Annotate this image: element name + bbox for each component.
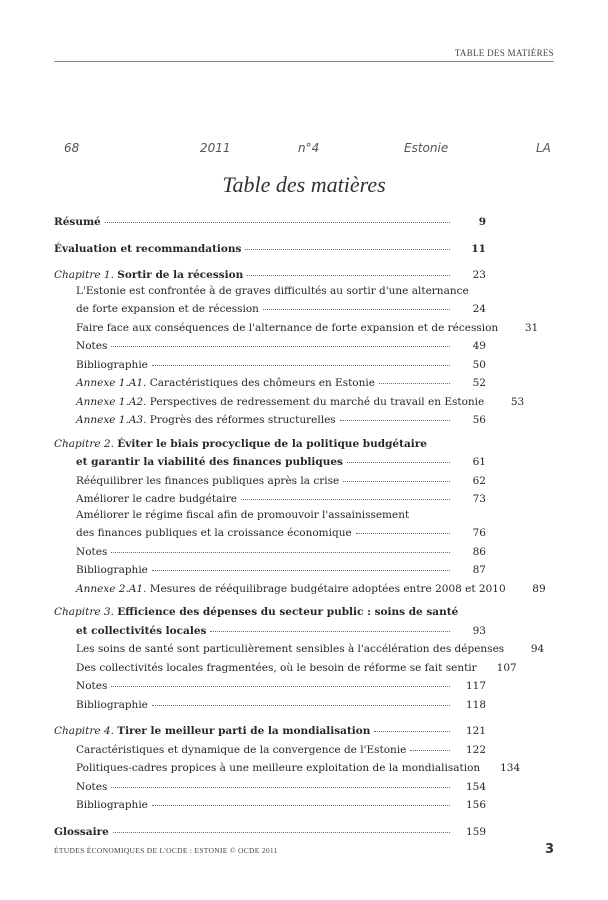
chapter-prefix: Chapitre 2. [54,437,114,450]
toc-page: 107 [496,661,517,674]
toc-entry-bibliography[interactable] [54,560,486,579]
toc-entry-continued: Améliorer le régime fiscal afin de promouvoir l'assainissement [76,508,410,521]
leader-dots [111,334,450,347]
toc-entry-continued: L'Estonie est confrontée à de graves difficultés au sortir d'une alternance [76,284,469,297]
toc-entry[interactable] [54,299,486,318]
toc-label: Bibliographie [76,799,148,811]
leader-dots [410,738,450,751]
leader-dots [356,521,450,534]
toc-page: 156 [465,799,486,811]
toc-entry-evaluation[interactable] [54,239,486,258]
toc-page: 61 [472,456,486,468]
leader-dots [247,263,450,276]
toc-page: 94 [530,643,545,655]
leader-dots [374,719,450,732]
toc-page: 89 [532,582,546,595]
leader-dots [245,237,450,250]
toc-entry-resume[interactable] [54,212,486,231]
toc-label: Notes [76,780,108,793]
leader-dots [210,619,450,632]
toc-page: 24 [472,303,486,315]
running-head: TABLE DES MATIÈRES [454,48,554,58]
handwritten-note-3: n°4 [298,141,320,155]
toc-label: Des collectivités locales fragmentées, où le besoin de réforme se fait sentir [76,661,477,674]
toc-label: Notes [76,340,108,352]
toc-page: 154 [465,780,486,793]
toc-page: 53 [510,395,525,408]
toc-label: Progrès des réformes structurelles [149,414,336,426]
toc-list [54,212,546,840]
toc-entry-bibliography[interactable] [54,695,486,714]
toc-label: Notes [76,545,108,558]
toc-entry-chapter-1[interactable] [54,265,486,284]
toc-label: Mesures de rééquilibrage budgétaire adoptées entre 2008 et 2010 [149,582,506,595]
toc-label: et garantir la viabilité des finances publiques [76,456,343,468]
annex-prefix: Annexe 1.A3. [76,414,147,426]
leader-dots [111,540,450,553]
toc-page: 87 [472,564,486,576]
toc-page: 56 [472,414,486,426]
footer-text: ÉTUDES ÉCONOMIQUES DE L'OCDE : ESTONIE © OCDE 2011 [54,846,278,855]
page-number: 3 [544,842,554,857]
toc-label: Bibliographie [76,698,148,711]
leader-dots [105,210,450,223]
toc-page: 50 [472,358,486,371]
toc-label: Sortir de la récession [117,269,244,281]
toc-label: Résumé [54,216,101,228]
toc-entry-bibliography[interactable] [54,795,486,814]
toc-page: 134 [500,762,521,774]
toc-entry-glossary[interactable] [54,822,486,841]
toc-page: 23 [472,269,486,281]
toc-page: 121 [465,725,486,737]
annex-prefix: Annexe 2.A1. [76,582,147,595]
toc-label: Perspectives de redressement du marché du travail en Estonie [149,395,485,408]
page-title: Table des matières [222,172,386,197]
toc-entry[interactable] [54,639,545,658]
handwritten-note-5: LA [536,141,551,155]
toc-entry[interactable] [54,489,486,508]
toc-label: Caractéristiques et dynamique de la convergence de l'Estonie [76,743,407,756]
chapter-prefix: Chapitre 1. [54,269,114,281]
toc-page: 117 [465,680,486,692]
chapter-prefix: Chapitre 4. [54,725,114,737]
leader-dots [343,469,450,482]
leader-dots [152,353,450,366]
leader-dots [379,371,450,384]
toc-entry-annex[interactable] [54,373,486,392]
toc-label: Caractéristiques des chômeurs en Estonie [149,377,375,389]
toc-page: 52 [472,377,486,389]
leader-dots [113,820,450,833]
toc-entry-annex[interactable] [54,410,486,429]
toc-label: Glossaire [54,825,109,838]
toc-page: 118 [465,698,486,711]
handwritten-note-1: 68 [64,141,80,155]
toc-page: 9 [478,216,486,228]
toc-label: Évaluation et recommandations [54,242,242,255]
leader-dots [152,558,450,571]
toc-label: Les soins de santé sont particulièrement sensibles à l'accélération des dépenses [76,643,505,655]
toc-page: 49 [472,340,486,352]
annex-prefix: Annexe 1.A1. [76,377,147,389]
toc-label: Tirer le meilleur parti de la mondialisation [117,725,371,737]
toc-page: 76 [472,527,486,539]
toc-page: 11 [471,242,486,255]
header-rule [54,61,554,62]
toc-label: Bibliographie [76,564,148,576]
leader-dots [111,674,450,687]
toc-page: 31 [524,321,539,334]
toc-page: 73 [472,493,486,505]
toc-label: Rééquilibrer les finances publiques après la crise [76,474,340,487]
leader-dots [263,297,450,310]
toc-page: 122 [465,743,486,756]
leader-dots [241,487,450,500]
toc-label: Notes [76,680,108,692]
toc-label: Améliorer le cadre budgétaire [76,493,237,505]
handwritten-note-2: 2011 [200,141,231,155]
leader-dots [340,408,450,421]
annex-prefix: Annexe 1.A2. [76,395,147,408]
leader-dots [111,775,450,788]
toc-label: Éviter le biais procyclique de la politique budgétaire [117,437,427,450]
toc-page: 62 [472,474,486,487]
leader-dots [152,693,450,706]
toc-page: 93 [472,624,486,637]
toc-entry-chapter-3-line2[interactable] [54,621,486,640]
leader-dots [347,450,450,463]
toc-label: des finances publiques et la croissance économique [76,527,352,539]
toc-entry[interactable] [54,740,486,759]
chapter-prefix: Chapitre 3. [54,606,114,618]
toc-label: et collectivités locales [76,624,207,637]
toc-label: Politiques-cadres propices à une meilleure exploitation de la mondialisation [76,762,481,774]
toc-entry-annex[interactable] [54,579,546,598]
toc-label: Faire face aux conséquences de l'alternance de forte expansion et de récession [76,321,499,334]
toc-label: Bibliographie [76,358,148,371]
toc-page: 159 [465,825,486,838]
leader-dots [152,793,450,806]
toc-label: Efficience des dépenses du secteur public : soins de santé [117,606,459,618]
handwritten-note-4: Estonie [404,141,449,155]
toc-page: 86 [472,545,486,558]
toc-label: de forte expansion et de récession [76,303,259,315]
